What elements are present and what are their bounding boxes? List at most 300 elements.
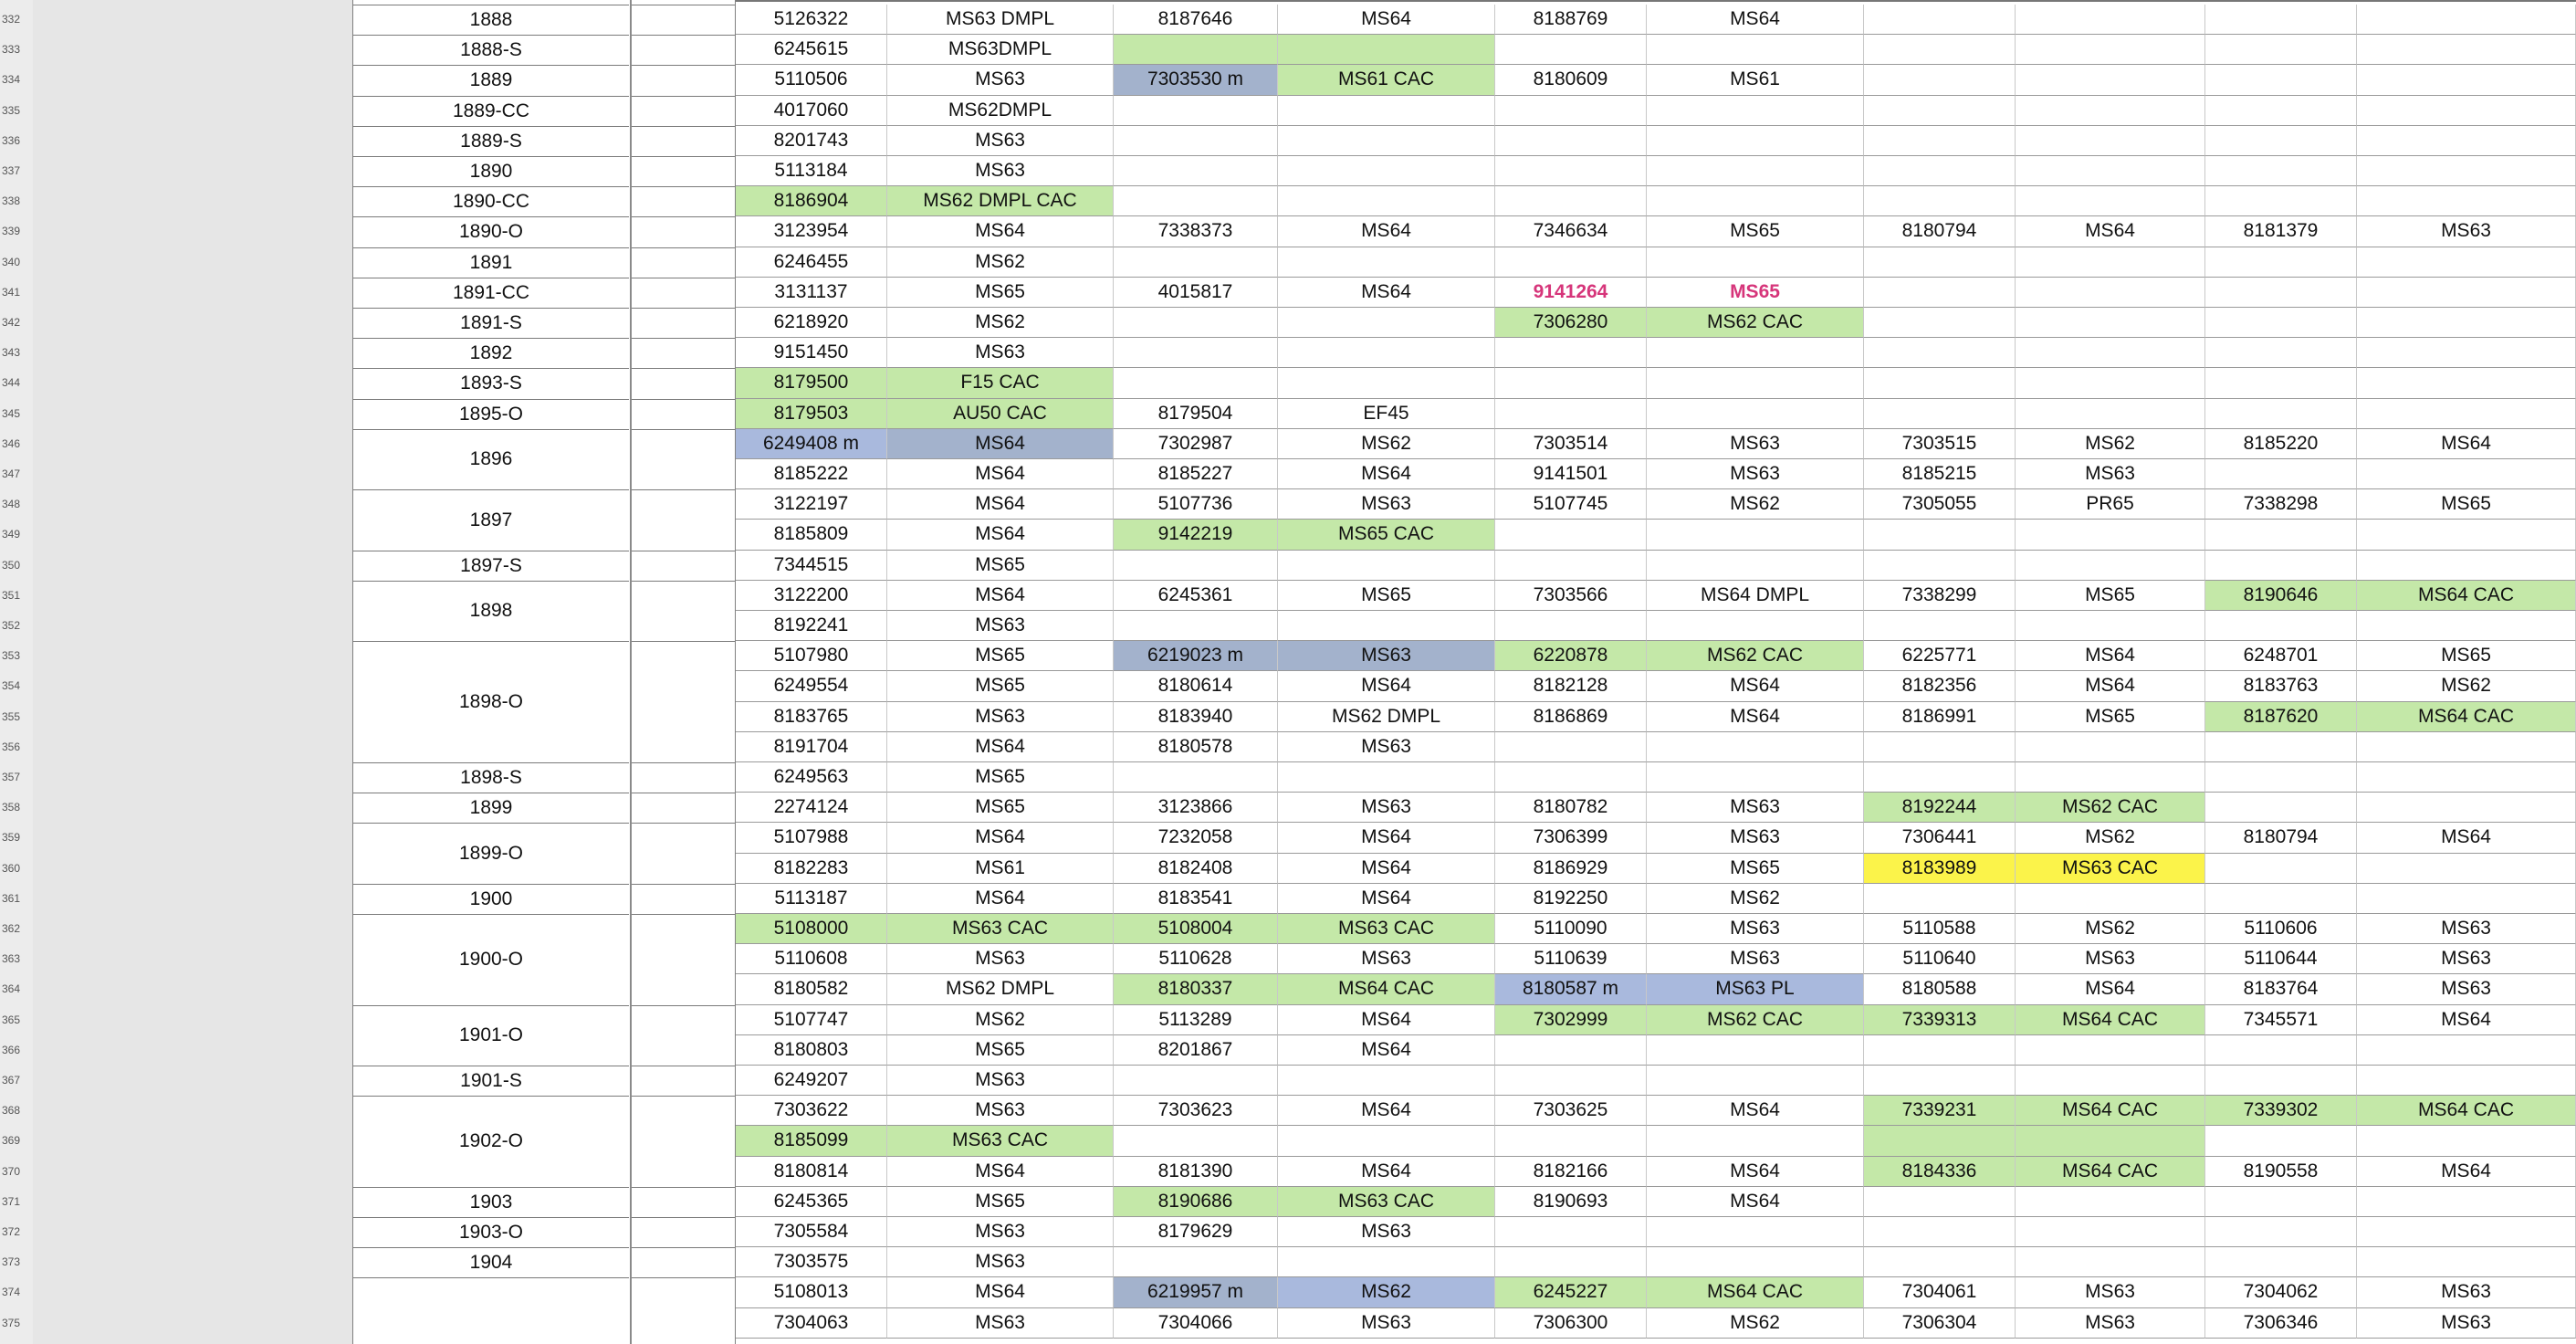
cert-number-cell[interactable]: [2205, 1035, 2357, 1066]
cert-number-cell[interactable]: 8186869: [1495, 702, 1647, 732]
grade-cell[interactable]: MS64: [887, 489, 1114, 520]
cert-number-cell[interactable]: 8182408: [1114, 854, 1278, 884]
cert-number-cell[interactable]: 8190646: [2205, 581, 2357, 611]
grade-cell[interactable]: [2357, 338, 2576, 368]
grade-cell[interactable]: MS63: [1647, 944, 1864, 974]
grade-cell[interactable]: [2016, 35, 2205, 65]
grade-cell[interactable]: MS64: [1647, 671, 1864, 701]
cert-number-cell[interactable]: [1864, 65, 2016, 95]
grade-cell[interactable]: MS63: [1647, 793, 1864, 823]
cert-number-cell[interactable]: [2205, 520, 2357, 550]
grade-cell[interactable]: MS65: [1647, 854, 1864, 884]
cert-number-cell[interactable]: [1864, 1035, 2016, 1066]
grade-cell[interactable]: [1278, 96, 1495, 126]
grade-cell[interactable]: [2357, 732, 2576, 762]
cert-number-cell[interactable]: [1114, 247, 1278, 278]
cert-number-cell[interactable]: 8186929: [1495, 854, 1647, 884]
cert-number-cell[interactable]: 7303625: [1495, 1096, 1647, 1126]
cert-number-cell[interactable]: [1495, 732, 1647, 762]
grade-cell[interactable]: [1647, 96, 1864, 126]
grade-cell[interactable]: MS65: [887, 762, 1114, 793]
grade-cell[interactable]: MS64: [887, 429, 1114, 459]
grade-cell[interactable]: MS64: [1647, 1187, 1864, 1217]
cert-number-cell[interactable]: [2205, 126, 2357, 156]
cert-number-cell[interactable]: [1114, 611, 1278, 641]
cert-number-cell[interactable]: 8186991: [1864, 702, 2016, 732]
grade-cell[interactable]: [2357, 1035, 2576, 1066]
grade-cell[interactable]: MS64: [1647, 1157, 1864, 1187]
grade-cell[interactable]: [2357, 1217, 2576, 1247]
blank-cell[interactable]: [632, 1066, 735, 1096]
year-cell[interactable]: 1904: [353, 1247, 629, 1277]
grade-cell[interactable]: MS62DMPL: [887, 96, 1114, 126]
grade-cell[interactable]: [1647, 1126, 1864, 1156]
grade-cell[interactable]: [2357, 308, 2576, 338]
year-cell[interactable]: 1890-O: [353, 216, 629, 247]
cert-number-cell[interactable]: [1495, 186, 1647, 216]
cert-number-cell[interactable]: 8187646: [1114, 5, 1278, 35]
cert-number-cell[interactable]: [2205, 611, 2357, 641]
grade-cell[interactable]: MS63: [1278, 641, 1495, 671]
cert-number-cell[interactable]: 7304061: [1864, 1277, 2016, 1307]
cert-number-cell[interactable]: 4017060: [736, 96, 887, 126]
cert-number-cell[interactable]: 5108004: [1114, 914, 1278, 944]
year-cell[interactable]: 1891-S: [353, 308, 629, 338]
grade-cell[interactable]: MS62 CAC: [1647, 308, 1864, 338]
grade-cell[interactable]: [2357, 65, 2576, 95]
cert-number-cell[interactable]: [1495, 611, 1647, 641]
grade-cell[interactable]: MS63: [887, 126, 1114, 156]
row-number[interactable]: 350: [2, 558, 21, 572]
cert-number-cell[interactable]: [1495, 1066, 1647, 1096]
cert-number-cell[interactable]: [1114, 1247, 1278, 1277]
year-cell[interactable]: 1895-O: [353, 399, 629, 429]
grade-cell[interactable]: MS63: [887, 156, 1114, 186]
grade-cell[interactable]: MS63: [1278, 1308, 1495, 1339]
grade-cell[interactable]: MS63: [1278, 489, 1495, 520]
cert-number-cell[interactable]: 7306346: [2205, 1308, 2357, 1339]
row-number[interactable]: 335: [2, 103, 21, 117]
grade-cell[interactable]: [2016, 732, 2205, 762]
row-number[interactable]: 371: [2, 1194, 21, 1208]
cert-number-cell[interactable]: 5110608: [736, 944, 887, 974]
grade-cell[interactable]: [2357, 399, 2576, 429]
cert-number-cell[interactable]: 5107980: [736, 641, 887, 671]
blank-cell[interactable]: [632, 338, 735, 368]
grade-cell[interactable]: [2357, 1126, 2576, 1156]
grade-cell[interactable]: MS63: [1647, 914, 1864, 944]
row-number[interactable]: 356: [2, 740, 21, 753]
year-cell[interactable]: 1899-O: [353, 823, 629, 883]
grade-cell[interactable]: PR65: [2016, 489, 2205, 520]
grade-cell[interactable]: MS64 DMPL: [1647, 581, 1864, 611]
grade-cell[interactable]: MS62: [887, 247, 1114, 278]
blank-cell[interactable]: [632, 186, 735, 216]
grade-cell[interactable]: MS64: [1278, 459, 1495, 489]
cert-number-cell[interactable]: [1864, 35, 2016, 65]
grade-cell[interactable]: MS64: [887, 520, 1114, 550]
grade-cell[interactable]: MS64 CAC: [2016, 1096, 2205, 1126]
cert-number-cell[interactable]: [2205, 854, 2357, 884]
grade-cell[interactable]: [1647, 732, 1864, 762]
cert-number-cell[interactable]: 8179503: [736, 399, 887, 429]
cert-number-cell[interactable]: 5110640: [1864, 944, 2016, 974]
grade-cell[interactable]: [2016, 5, 2205, 35]
grade-cell[interactable]: MS64: [1647, 702, 1864, 732]
cert-number-cell[interactable]: 7306300: [1495, 1308, 1647, 1339]
cert-number-cell[interactable]: [2205, 1187, 2357, 1217]
grade-cell[interactable]: MS64: [2357, 1157, 2576, 1187]
grade-cell[interactable]: MS63 CAC: [887, 914, 1114, 944]
grade-cell[interactable]: [1278, 308, 1495, 338]
grade-cell[interactable]: [2016, 399, 2205, 429]
grade-cell[interactable]: MS65: [887, 1035, 1114, 1066]
cert-number-cell[interactable]: [2205, 308, 2357, 338]
grade-cell[interactable]: MS64: [2016, 974, 2205, 1004]
cert-number-cell[interactable]: 8180803: [736, 1035, 887, 1066]
cert-number-cell[interactable]: [1495, 35, 1647, 65]
cert-number-cell[interactable]: 8182283: [736, 854, 887, 884]
cert-number-cell[interactable]: 7302999: [1495, 1005, 1647, 1035]
cert-number-cell[interactable]: 5126322: [736, 5, 887, 35]
cert-number-cell[interactable]: 8181379: [2205, 216, 2357, 247]
cert-number-cell[interactable]: 8180587 m: [1495, 974, 1647, 1004]
grade-cell[interactable]: [2016, 762, 2205, 793]
cert-number-cell[interactable]: [1495, 1247, 1647, 1277]
row-number[interactable]: 343: [2, 346, 21, 360]
grade-cell[interactable]: MS63: [2016, 459, 2205, 489]
cert-number-cell[interactable]: [1864, 1247, 2016, 1277]
cert-number-cell[interactable]: [1114, 762, 1278, 793]
grade-cell[interactable]: MS64: [887, 823, 1114, 853]
row-number[interactable]: 344: [2, 376, 21, 390]
blank-cell[interactable]: [632, 399, 735, 429]
grade-cell[interactable]: [2357, 762, 2576, 793]
blank-cell[interactable]: [632, 641, 735, 762]
grade-cell[interactable]: [2357, 459, 2576, 489]
row-number[interactable]: 340: [2, 255, 21, 268]
cert-number-cell[interactable]: 5110639: [1495, 944, 1647, 974]
cert-number-cell[interactable]: 3131137: [736, 278, 887, 308]
cert-number-cell[interactable]: 7305055: [1864, 489, 2016, 520]
grade-cell[interactable]: MS63: [2016, 1308, 2205, 1339]
grade-cell[interactable]: [1647, 520, 1864, 550]
cert-number-cell[interactable]: 4015817: [1114, 278, 1278, 308]
cert-number-cell[interactable]: 8183765: [736, 702, 887, 732]
grade-cell[interactable]: [1278, 186, 1495, 216]
year-cell[interactable]: 1903: [353, 1187, 629, 1217]
grade-cell[interactable]: MS64 CAC: [2357, 581, 2576, 611]
cert-number-cell[interactable]: [1864, 368, 2016, 398]
grade-cell[interactable]: MS63: [887, 944, 1114, 974]
cert-number-cell[interactable]: 9151450: [736, 338, 887, 368]
year-cell[interactable]: 1898: [353, 581, 629, 641]
grade-cell[interactable]: MS62: [2016, 429, 2205, 459]
cert-number-cell[interactable]: 7302987: [1114, 429, 1278, 459]
grade-cell[interactable]: MS65: [887, 671, 1114, 701]
cert-number-cell[interactable]: [2205, 96, 2357, 126]
grade-cell[interactable]: [1647, 551, 1864, 581]
cert-number-cell[interactable]: 3122200: [736, 581, 887, 611]
cert-number-cell[interactable]: 3122197: [736, 489, 887, 520]
grade-cell[interactable]: MS63 CAC: [887, 1126, 1114, 1156]
cert-number-cell[interactable]: 7306304: [1864, 1308, 2016, 1339]
cert-number-cell[interactable]: 8180609: [1495, 65, 1647, 95]
row-number[interactable]: 338: [2, 194, 21, 208]
cert-number-cell[interactable]: 7304062: [2205, 1277, 2357, 1307]
cert-number-cell[interactable]: [2205, 884, 2357, 914]
cert-number-cell[interactable]: 8180794: [2205, 823, 2357, 853]
cert-number-cell[interactable]: 8185099: [736, 1126, 887, 1156]
cert-number-cell[interactable]: 8192250: [1495, 884, 1647, 914]
cert-number-cell[interactable]: [2205, 793, 2357, 823]
cert-number-cell[interactable]: 8201867: [1114, 1035, 1278, 1066]
cert-number-cell[interactable]: 7303514: [1495, 429, 1647, 459]
row-number[interactable]: 349: [2, 528, 21, 541]
grade-cell[interactable]: [2016, 126, 2205, 156]
cert-number-cell[interactable]: 8185220: [2205, 429, 2357, 459]
cert-number-cell[interactable]: [1495, 368, 1647, 398]
cert-number-cell[interactable]: 8180337: [1114, 974, 1278, 1004]
cert-number-cell[interactable]: [2205, 551, 2357, 581]
blank-cell[interactable]: [632, 551, 735, 581]
cert-number-cell[interactable]: 3123954: [736, 216, 887, 247]
cert-number-cell[interactable]: 7232058: [1114, 823, 1278, 853]
cert-number-cell[interactable]: 8180582: [736, 974, 887, 1004]
row-number[interactable]: 358: [2, 801, 21, 814]
grade-cell[interactable]: [1278, 35, 1495, 65]
cert-number-cell[interactable]: [2205, 65, 2357, 95]
grade-cell[interactable]: [1278, 611, 1495, 641]
blank-cell[interactable]: [632, 5, 735, 35]
row-number[interactable]: 355: [2, 709, 21, 723]
grade-cell[interactable]: MS64 CAC: [2357, 1096, 2576, 1126]
cert-number-cell[interactable]: 7303530 m: [1114, 65, 1278, 95]
row-number[interactable]: 332: [2, 13, 21, 26]
grade-cell[interactable]: MS64: [1647, 5, 1864, 35]
blank-cell[interactable]: [632, 126, 735, 156]
cert-number-cell[interactable]: [1864, 1217, 2016, 1247]
grade-cell[interactable]: MS65: [1647, 216, 1864, 247]
cert-number-cell[interactable]: [1864, 186, 2016, 216]
cert-number-cell[interactable]: [2205, 732, 2357, 762]
cert-number-cell[interactable]: [1864, 1187, 2016, 1217]
grade-cell[interactable]: MS63: [887, 1308, 1114, 1339]
grade-cell[interactable]: [2016, 1066, 2205, 1096]
grade-cell[interactable]: MS61: [1647, 65, 1864, 95]
cert-number-cell[interactable]: [1864, 762, 2016, 793]
cert-number-cell[interactable]: 8190558: [2205, 1157, 2357, 1187]
cert-number-cell[interactable]: [1864, 520, 2016, 550]
year-cell[interactable]: 1899: [353, 793, 629, 823]
cert-number-cell[interactable]: 6245615: [736, 35, 887, 65]
cert-number-cell[interactable]: [1114, 186, 1278, 216]
year-cell[interactable]: 1901-O: [353, 1005, 629, 1066]
cert-number-cell[interactable]: 6219023 m: [1114, 641, 1278, 671]
row-number[interactable]: 334: [2, 73, 21, 87]
grade-cell[interactable]: [1278, 1247, 1495, 1277]
cert-number-cell[interactable]: 8182128: [1495, 671, 1647, 701]
cert-number-cell[interactable]: 5107736: [1114, 489, 1278, 520]
grade-cell[interactable]: [1647, 1247, 1864, 1277]
grade-cell[interactable]: MS62 CAC: [1647, 641, 1864, 671]
grade-cell[interactable]: [1278, 1066, 1495, 1096]
cert-number-cell[interactable]: [1864, 247, 2016, 278]
grade-cell[interactable]: [1647, 762, 1864, 793]
grade-cell[interactable]: MS62 DMPL: [1278, 702, 1495, 732]
cert-number-cell[interactable]: 5107747: [736, 1005, 887, 1035]
cert-number-cell[interactable]: 7339302: [2205, 1096, 2357, 1126]
grade-cell[interactable]: [2016, 1187, 2205, 1217]
grade-cell[interactable]: MS65: [2016, 702, 2205, 732]
grade-cell[interactable]: [1647, 338, 1864, 368]
grade-cell[interactable]: MS62: [1278, 429, 1495, 459]
cert-number-cell[interactable]: 8182166: [1495, 1157, 1647, 1187]
grade-cell[interactable]: MS63: [2357, 974, 2576, 1004]
cert-number-cell[interactable]: 8184336: [1864, 1157, 2016, 1187]
cert-number-cell[interactable]: [1114, 156, 1278, 186]
cert-number-cell[interactable]: 9141264: [1495, 278, 1647, 308]
cert-number-cell[interactable]: 7344515: [736, 551, 887, 581]
cert-number-cell[interactable]: [2205, 1247, 2357, 1277]
cert-number-cell[interactable]: [1864, 1126, 2016, 1156]
grade-cell[interactable]: [1647, 126, 1864, 156]
grade-cell[interactable]: MS63 CAC: [1278, 1187, 1495, 1217]
grade-cell[interactable]: [2357, 368, 2576, 398]
cert-number-cell[interactable]: 8183940: [1114, 702, 1278, 732]
cert-number-cell[interactable]: 7303566: [1495, 581, 1647, 611]
grade-cell[interactable]: MS64: [1278, 5, 1495, 35]
grade-cell[interactable]: [1278, 156, 1495, 186]
year-cell[interactable]: 1891-CC: [353, 278, 629, 308]
cert-number-cell[interactable]: [1864, 884, 2016, 914]
blank-cell[interactable]: [632, 247, 735, 278]
cert-number-cell[interactable]: 6249563: [736, 762, 887, 793]
year-cell[interactable]: 1889-CC: [353, 96, 629, 126]
grade-cell[interactable]: MS62 CAC: [1647, 1005, 1864, 1035]
grade-cell[interactable]: MS63 PL: [1647, 974, 1864, 1004]
cert-number-cell[interactable]: 5113289: [1114, 1005, 1278, 1035]
cert-number-cell[interactable]: 7304066: [1114, 1308, 1278, 1339]
grade-cell[interactable]: MS65: [2357, 489, 2576, 520]
cert-number-cell[interactable]: 8179504: [1114, 399, 1278, 429]
grade-cell[interactable]: MS63: [887, 1096, 1114, 1126]
grade-cell[interactable]: [2357, 793, 2576, 823]
cert-number-cell[interactable]: 7305584: [736, 1217, 887, 1247]
grade-cell[interactable]: MS64: [1278, 216, 1495, 247]
grade-cell[interactable]: MS63: [887, 1247, 1114, 1277]
cert-number-cell[interactable]: 8186904: [736, 186, 887, 216]
row-number[interactable]: 363: [2, 952, 21, 966]
grade-cell[interactable]: MS64: [2016, 216, 2205, 247]
cert-number-cell[interactable]: 8191704: [736, 732, 887, 762]
grade-cell[interactable]: MS62: [1647, 884, 1864, 914]
cert-number-cell[interactable]: 7303622: [736, 1096, 887, 1126]
grade-cell[interactable]: MS65: [887, 641, 1114, 671]
row-number[interactable]: 354: [2, 679, 21, 693]
grade-cell[interactable]: [1278, 126, 1495, 156]
cert-number-cell[interactable]: [1495, 126, 1647, 156]
year-cell[interactable]: 1897-S: [353, 551, 629, 581]
grade-cell[interactable]: MS64: [1278, 1096, 1495, 1126]
grade-cell[interactable]: [2016, 156, 2205, 186]
grade-cell[interactable]: MS64: [1278, 884, 1495, 914]
grade-cell[interactable]: MS64: [2016, 671, 2205, 701]
grade-cell[interactable]: [2357, 854, 2576, 884]
cert-number-cell[interactable]: 8192241: [736, 611, 887, 641]
grade-cell[interactable]: MS65: [887, 793, 1114, 823]
grade-cell[interactable]: [2016, 338, 2205, 368]
cert-number-cell[interactable]: 3123866: [1114, 793, 1278, 823]
cert-number-cell[interactable]: 8183541: [1114, 884, 1278, 914]
grade-cell[interactable]: MS63: [2357, 1308, 2576, 1339]
year-cell[interactable]: 1891: [353, 247, 629, 278]
grade-cell[interactable]: [2357, 247, 2576, 278]
grade-cell[interactable]: MS63: [1647, 823, 1864, 853]
blank-cell[interactable]: [632, 1005, 735, 1066]
cert-number-cell[interactable]: 5113184: [736, 156, 887, 186]
grade-cell[interactable]: MS62 DMPL: [887, 974, 1114, 1004]
grade-cell[interactable]: MS63: [887, 1217, 1114, 1247]
cert-number-cell[interactable]: [2205, 278, 2357, 308]
cert-number-cell[interactable]: [1495, 156, 1647, 186]
grade-cell[interactable]: [2357, 278, 2576, 308]
cert-number-cell[interactable]: 8192244: [1864, 793, 2016, 823]
cert-number-cell[interactable]: [1864, 5, 2016, 35]
cert-number-cell[interactable]: 5110090: [1495, 914, 1647, 944]
row-number[interactable]: 372: [2, 1225, 21, 1238]
grade-cell[interactable]: MS64: [887, 216, 1114, 247]
cert-number-cell[interactable]: 5108000: [736, 914, 887, 944]
cert-number-cell[interactable]: 6218920: [736, 308, 887, 338]
grade-cell[interactable]: [1647, 1066, 1864, 1096]
grade-cell[interactable]: MS63: [2357, 216, 2576, 247]
grade-cell[interactable]: [1278, 368, 1495, 398]
row-number[interactable]: 365: [2, 1013, 21, 1026]
grade-cell[interactable]: MS64: [887, 732, 1114, 762]
grade-cell[interactable]: MS62: [1278, 1277, 1495, 1307]
row-number[interactable]: 336: [2, 133, 21, 147]
row-number[interactable]: 346: [2, 436, 21, 450]
cert-number-cell[interactable]: 8187620: [2205, 702, 2357, 732]
grade-cell[interactable]: MS62: [887, 308, 1114, 338]
cert-number-cell[interactable]: [1114, 1066, 1278, 1096]
row-number[interactable]: 347: [2, 467, 21, 480]
grade-cell[interactable]: MS63: [887, 611, 1114, 641]
cert-number-cell[interactable]: 7303623: [1114, 1096, 1278, 1126]
cert-number-cell[interactable]: 8180782: [1495, 793, 1647, 823]
cert-number-cell[interactable]: 6220878: [1495, 641, 1647, 671]
cert-number-cell[interactable]: 6225771: [1864, 641, 2016, 671]
cert-number-cell[interactable]: [1864, 551, 2016, 581]
cert-number-cell[interactable]: [1114, 96, 1278, 126]
cert-number-cell[interactable]: [1495, 520, 1647, 550]
year-cell[interactable]: 1896: [353, 429, 629, 489]
grade-cell[interactable]: MS63: [2357, 944, 2576, 974]
grade-cell[interactable]: MS64 CAC: [2016, 1157, 2205, 1187]
year-cell[interactable]: [353, 1277, 629, 1338]
grade-cell[interactable]: MS64: [887, 884, 1114, 914]
grade-cell[interactable]: MS65: [2357, 641, 2576, 671]
cert-number-cell[interactable]: 6245365: [736, 1187, 887, 1217]
grade-cell[interactable]: MS65: [887, 278, 1114, 308]
cert-number-cell[interactable]: 5110506: [736, 65, 887, 95]
cert-number-cell[interactable]: 6219957 m: [1114, 1277, 1278, 1307]
cert-number-cell[interactable]: [1864, 126, 2016, 156]
grade-cell[interactable]: [2357, 96, 2576, 126]
grade-cell[interactable]: MS64: [1278, 1157, 1495, 1187]
grade-cell[interactable]: MS65 CAC: [1278, 520, 1495, 550]
